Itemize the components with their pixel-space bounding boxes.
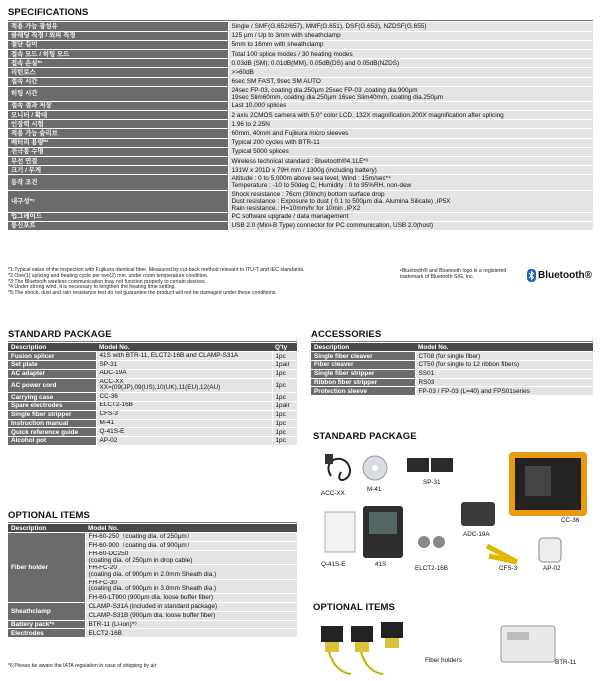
model-cell	[96, 352, 272, 361]
spec-value	[228, 120, 593, 129]
spec-label: 업그레이드	[8, 212, 228, 221]
photo-label: BTR-11	[555, 659, 577, 666]
description-cell: Fiber holder	[8, 533, 85, 603]
spec-row	[8, 138, 593, 147]
spec-value-line: Altitude : 0 to 5,000m above sea level, Wind : 15m/sec*⁴	[231, 175, 391, 183]
note-line: *1:Typical value of the inspection with Fujikura identical fiber. Measured by cut-back method relevant to ITU-T and IEC standards.	[8, 267, 305, 273]
photo-label: Fiber holders	[425, 657, 462, 664]
table-row	[8, 603, 297, 612]
model-cell	[96, 419, 272, 428]
description-cell: AC adapter	[8, 369, 96, 378]
description-cell: AC power cord	[8, 378, 96, 392]
spec-label: 크기 / 무게	[8, 166, 228, 175]
note-line: *4:Under strong wind, it is necessary to lengthen the heating time setting.	[8, 284, 176, 291]
spec-label: 적용 가능 슬리브	[8, 129, 228, 138]
model-line: FH-FC-30	[88, 579, 117, 586]
spec-value	[228, 190, 593, 212]
spec-value-line: 2 axis 2CMOS camera with 5.0" color LCD. 132X magnification.200X magnification after splicing	[231, 111, 504, 119]
description-cell: Single fiber stripper	[311, 369, 415, 378]
note-line: *5:The shock, dust and rain resistance test do not guarantee the product will not be damaged under these conditions.	[8, 290, 277, 297]
spec-label: 배터리 용량*²	[8, 138, 228, 147]
spec-label: 접속 결과 저장	[8, 101, 228, 110]
qty-cell: 1pc	[272, 428, 297, 437]
model-line: (coating dia. of 900µm in 2.0mm Sheath dia.)	[88, 571, 217, 579]
divider	[8, 341, 297, 342]
model-cell: RS03	[415, 378, 593, 387]
spec-value	[228, 59, 593, 68]
model-line: ACC-XX	[99, 378, 124, 385]
spec-row	[8, 86, 593, 101]
table-row	[8, 361, 297, 370]
model-cell	[96, 410, 272, 419]
model-line: M-41	[99, 419, 115, 427]
description-cell: Battery pack*⁶	[8, 620, 85, 629]
spec-value	[228, 50, 593, 59]
spec-row	[8, 129, 593, 138]
model-cell: CLAMP-S31A (included in standard package)	[85, 603, 297, 612]
qty-cell: 1pair	[272, 361, 297, 370]
photo-label: 41S	[375, 561, 387, 568]
photo-label: AP-02	[543, 565, 561, 572]
divider	[8, 20, 593, 21]
spec-value-line: 131W x 201D x 79H mm / 1300g (including battery)	[231, 166, 377, 174]
model-line: SP-31	[99, 360, 118, 368]
spec-row	[8, 111, 593, 120]
spec-value	[228, 31, 593, 40]
header-cell: Model No.	[85, 524, 297, 533]
qty-cell: 1pc	[272, 437, 297, 446]
model-line: CC-36	[99, 392, 118, 400]
spec-label: 내구성*⁵	[8, 190, 228, 212]
spec-row	[8, 166, 593, 175]
spec-value	[228, 175, 593, 190]
model-cell	[85, 533, 297, 542]
description-cell: Sheathclamp	[8, 603, 85, 621]
spec-value	[228, 40, 593, 49]
qty-cell: 1pc	[272, 378, 297, 392]
spec-value-line: 6sec SM FAST, 9sec SM AUTO	[231, 78, 321, 86]
spec-value-line: Shock resistance : 76cm (30inch) bottom surface drop	[231, 190, 385, 198]
spec-value-line: Total 100 splice modes / 30 heating modes	[231, 50, 353, 58]
spec-row	[8, 22, 593, 31]
note-line: trademark of Bluetooth SIG, Inc.	[400, 273, 475, 280]
spec-value-line: 24sec FP-03, coating dia.250µm 25sec FP-03 ,coating dia.900µm	[231, 86, 418, 94]
spec-value-line: USB 2.0 (Mini-B Type) connector for PC communication, USB 2.0(host)	[231, 222, 434, 230]
spec-row	[8, 221, 593, 230]
qty-cell: 1pc	[272, 410, 297, 419]
model-cell	[96, 393, 272, 402]
description-cell: Alcohol pot	[8, 437, 96, 446]
spec-value-line: Last 10,000 splices	[231, 102, 287, 110]
model-cell	[85, 565, 297, 579]
spec-value-line: Rain resistance.: H=10mm/hr for 10min ,IPX2	[231, 204, 361, 212]
bluetooth-logo: Bluetooth®	[527, 269, 592, 282]
model-line: AP-02	[99, 436, 118, 444]
qty-cell: 1pc	[272, 352, 297, 361]
header-cell: Description	[8, 524, 85, 533]
spec-value	[228, 212, 593, 221]
spec-row	[8, 101, 593, 110]
header-cell: Model No.	[96, 343, 272, 352]
specifications-title: SPECIFICATIONS	[8, 7, 89, 18]
description-cell: Quick reference guide	[8, 428, 96, 437]
optional-items-photo-title: OPTIONAL ITEMS	[313, 602, 395, 613]
spec-value	[228, 77, 593, 86]
spec-value-line: Single / SMF(G.652/657), MMF(G.651), DSF(G.653), NZDSF(G.655)	[231, 22, 427, 30]
spec-label: 클래딩 직경 / 외피 직경	[8, 31, 228, 40]
spec-label: 접속 시간	[8, 77, 228, 86]
divider	[311, 341, 593, 342]
specification-notes	[8, 268, 398, 297]
spec-value-line: 0.03dB (SM); 0.01dB(MM), 0.05dB(DS) and 0.05dB(NZDS)	[231, 59, 400, 67]
note-line: *3:The Bluetooth wireless communication may not function properly to certain devices.	[8, 278, 207, 285]
table-row	[8, 533, 297, 542]
model-line: FH-60-LT900 (900µm dia. loose buffer fiber)	[88, 593, 214, 601]
description-cell: Spare electrodes	[8, 401, 96, 410]
note-line: •Bluetooth® and Bluetooth logo is a registered	[400, 268, 507, 274]
qty-cell: 1pc	[272, 393, 297, 402]
spec-value	[228, 129, 593, 138]
photo-label: ELCT2-16B	[415, 565, 448, 572]
spec-row	[8, 190, 593, 212]
spec-row	[8, 212, 593, 221]
photo-label: CFS-3	[499, 565, 518, 572]
model-line: ADC-19A	[99, 369, 127, 377]
bluetooth-trademark-note	[400, 269, 525, 281]
model-cell: CT50 (for single to 12 ribbon fibers)	[415, 361, 593, 370]
spec-value	[228, 68, 593, 77]
model-line: (coating dia. of 250µm in drop cable)	[88, 556, 193, 564]
qty-cell: 1pc	[272, 369, 297, 378]
spec-label: 인장력 시험	[8, 120, 228, 129]
spec-row	[8, 31, 593, 40]
spec-value-line: Temperature : -10 to 50deg C, Humidity : 0 to 95%RH, non-dew	[231, 182, 412, 190]
spec-value	[228, 101, 593, 110]
description-cell: Electrodes	[8, 629, 85, 638]
table-header	[8, 343, 297, 352]
standard-package-photo-title: STANDARD PACKAGE	[313, 431, 417, 442]
optional-items-photo	[311, 616, 593, 678]
spec-label: 접속 손실*¹	[8, 59, 228, 68]
table-row	[311, 387, 593, 396]
iata-note: *6:Please be aware the IATA regulation in case of shipping by air	[8, 663, 157, 669]
spec-value	[228, 111, 593, 120]
header-cell: Description	[8, 343, 96, 352]
spec-value	[228, 86, 593, 101]
photo-label: Q-41S-E	[321, 561, 346, 568]
note-line: *2:One(1) splicing and heating cycle per two(2) min. under room temperature condition.	[8, 272, 209, 279]
spec-value-line: Dust resistance : Exposure to dust ( 0.1 to 500µm dia. Alumina Silicate) ,IP5X	[231, 197, 451, 205]
description-cell: Single fiber stripper	[8, 410, 96, 419]
standard-package-table	[8, 343, 298, 446]
spec-value-line: Typical 200 cycles with BTR-11	[231, 139, 320, 147]
model-cell	[96, 361, 272, 370]
description-cell: Fusion splicer	[8, 352, 96, 361]
description-cell: Fiber cleaver	[311, 361, 415, 370]
qty-cell: 1pair	[272, 401, 297, 410]
model-cell	[96, 428, 272, 437]
header-cell: Model No.	[415, 343, 593, 352]
model-line: Q-41S-E	[99, 427, 125, 435]
table-row	[8, 437, 297, 446]
spec-row	[8, 120, 593, 129]
model-line: CFS-3	[99, 410, 118, 418]
spec-label: 무선 연결	[8, 157, 228, 166]
spec-value	[228, 221, 593, 230]
model-line: FH-60-DC250	[88, 550, 129, 557]
spec-row	[8, 59, 593, 68]
spec-value	[228, 157, 593, 166]
table-row	[311, 369, 593, 378]
header-cell: Description	[311, 343, 415, 352]
model-cell: ELCT2-16B	[85, 629, 297, 638]
model-line: FH-FC-20	[88, 564, 117, 572]
table-row	[8, 378, 297, 392]
accessories-table	[311, 343, 594, 396]
spec-label: 전극봉 수명	[8, 147, 228, 156]
model-cell	[96, 378, 272, 392]
spec-row	[8, 50, 593, 59]
standard-package-photo	[311, 446, 593, 590]
spec-row	[8, 77, 593, 86]
table-row	[8, 410, 297, 419]
spec-label: 모니터 / 확대	[8, 111, 228, 120]
spec-value-line: Wireless technical standard : Bluetooth®4.1LE*³	[231, 157, 368, 165]
optional-items-title: OPTIONAL ITEMS	[8, 510, 90, 521]
spec-row	[8, 68, 593, 77]
spec-value	[228, 166, 593, 175]
spec-value-line: 60mm, 40mm and Fujikura micro sleeves	[231, 130, 349, 138]
table-header	[8, 524, 297, 533]
photo-label: CC-36	[561, 517, 580, 524]
model-line: ELCT2-16B	[99, 401, 133, 409]
model-line: (coating dia. of 900µm in 3.0mm Sheath dia.)	[88, 585, 217, 593]
model-line: 41S with BTR-11, ELCT2-16B and CLAMP-S31A	[99, 351, 239, 359]
spec-row	[8, 147, 593, 156]
optional-items-table	[8, 524, 298, 638]
table-row	[8, 419, 297, 428]
accessories-title: ACCESSORIES	[311, 329, 382, 340]
spec-row	[8, 40, 593, 49]
description-cell: Protection sleeve	[311, 387, 415, 396]
table-row	[311, 378, 593, 387]
model-cell	[96, 369, 272, 378]
description-cell: Instruction manual	[8, 419, 96, 428]
table-row	[8, 629, 297, 638]
divider	[8, 522, 297, 523]
photo-label: M-41	[367, 486, 382, 493]
table-row	[8, 401, 297, 410]
spec-label: 절단 길이	[8, 40, 228, 49]
bluetooth-icon	[527, 269, 536, 282]
photo-label: SP-31	[423, 479, 441, 486]
spec-value	[228, 22, 593, 31]
spec-value-line: 125 µm / Up to 3mm with sheathclamp	[231, 32, 341, 40]
description-cell: Set plate	[8, 361, 96, 370]
header-cell: Q'ty	[272, 343, 297, 352]
qty-cell: 1pc	[272, 419, 297, 428]
spec-row	[8, 175, 593, 190]
table-row	[8, 428, 297, 437]
model-cell: FP-03 / FP-03 (L=40) and FPS01series	[415, 387, 593, 396]
table-row	[311, 361, 593, 370]
model-cell	[85, 594, 297, 603]
table-row	[8, 620, 297, 629]
description-cell: Ribbon fiber stripper	[311, 378, 415, 387]
spec-value-line: Typical 5000 splices	[231, 148, 289, 156]
model-line: FH-60-900（coating dia. of 900µm）	[88, 541, 194, 549]
spec-label: 동작 조건	[8, 175, 228, 190]
model-cell	[96, 401, 272, 410]
table-row	[311, 352, 593, 361]
spec-value-line: >>60dB	[231, 69, 254, 76]
description-cell: Single fiber cleaver	[311, 352, 415, 361]
table-row	[8, 352, 297, 361]
model-cell: BTR-11 (Li-ion)*⁶	[85, 620, 297, 629]
description-cell: Carrying case	[8, 393, 96, 402]
model-cell: CLAMP-S31B (900µm dia. loose buffer fiber)	[85, 611, 297, 620]
spec-value-line: 1.96 to 2.25N	[231, 120, 270, 128]
model-cell	[85, 550, 297, 564]
spec-value-line: 5mm to 16mm with sheathclamp	[231, 41, 324, 49]
model-cell: CT08 (for single fiber)	[415, 352, 593, 361]
spec-value	[228, 147, 593, 156]
spec-value-line: 19sec Slim60mm, coating dia.250µm 16sec Slim40mm, coating dia.250µm	[231, 93, 444, 101]
table-row	[8, 369, 297, 378]
specifications-table	[8, 22, 593, 231]
spec-label: 접속 모드 / 히팅 모드	[8, 50, 228, 59]
photo-label: ADC-19A	[463, 531, 490, 538]
spec-label: 히팅 시간	[8, 86, 228, 101]
spec-value-line: PC software upgrade / data management	[231, 213, 349, 221]
model-line: FH-60-250（coating dia. of 250µm）	[88, 532, 194, 540]
model-line: XX=(09(JP),09(US),10(UK),11(EU),12(AU)	[99, 384, 221, 392]
model-cell	[96, 437, 272, 446]
spec-label: 리턴로스	[8, 68, 228, 77]
standard-package-title: STANDARD PACKAGE	[8, 329, 112, 340]
model-cell: SS01	[415, 369, 593, 378]
spec-row	[8, 157, 593, 166]
model-cell	[85, 579, 297, 593]
model-cell	[85, 542, 297, 551]
spec-label: 통신포트	[8, 221, 228, 230]
table-header	[311, 343, 593, 352]
table-row	[8, 393, 297, 402]
spec-label: 적용 가능 광섬유	[8, 22, 228, 31]
spec-value	[228, 138, 593, 147]
photo-label: ACC-XX	[321, 490, 345, 497]
